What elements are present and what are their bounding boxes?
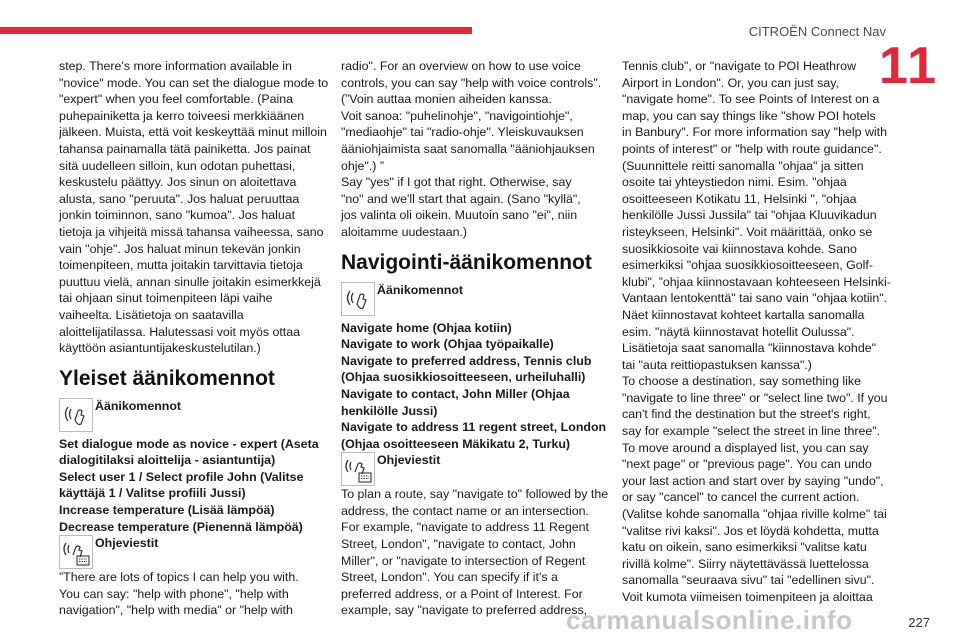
voice-command-icon	[59, 398, 93, 432]
help-messages-label: Ohjeviestit	[95, 536, 159, 551]
page-header-title: CITROËN Connect Nav	[748, 24, 886, 39]
section-heading-general: Yleiset äänikomennot	[59, 366, 275, 390]
voice-commands-label: Äänikomennot	[95, 398, 182, 413]
help-message-icon	[59, 535, 93, 569]
general-commands-list: Set dialogue mode as novice - expert (Aseta dialogitilaksi aloittelija - asiantuntija) Select user 1 / Select profile John (Valitse käyttäjä 1 / Valitse profiili Jussi) Increase temperature (Lisää lämpöä) Decrease temperature (Pienennä lämpöä)	[59, 436, 319, 534]
chapter-number: 11	[879, 37, 938, 95]
help-message-icon	[341, 452, 375, 486]
help-messages-label-row	[59, 535, 329, 569]
voice-commands-label-row	[59, 398, 329, 432]
column-1	[59, 58, 329, 619]
voice-commands-label: Äänikomennot	[377, 282, 464, 297]
col3-text: Tennis club", or "navigate to POI Heathrow Airport in London". Or, you can just say, "navigate home". To see Points of Interest on a map, you can say things like "show POI hotels in Banbury". For more information say "help with points of interest" or "help with route guidance". (Suunnittele reitti sanomalla "ohjaa" ja sitten osoite tai yhteystiedon nimi. Esim. "ohjaa osoitteeseen Kotikatu 11, Helsinki ", "ohjaa henkilölle Jussi Jussila" tai "ohjaa Kluuvikadun risteykseen, Helsinki". Voit määrittää, onko se suosikkiosoite vai kiinnostava kohde. Sano esimerkiksi "ohjaa suosikkiosoitteeseen, Golf- klubi", ”ohjaa kiinnostavaan kohteeseen Helsinki- Vantaan lentokenttä" tai sano vain "ohjaa kotiin". Näet kiinnostavat kohteet kartalla sanomalla esim. "näytä kiinnostavat hotellit Oulussa". Lisätietoja saat sanomalla "kiinnostava kohde" tai "auta reittiopastuksen kanssa".) To choose a destination, say something like "navigate to line three" or "select line two". If you can't find the destination but the street's right, say for example "select the street in line three". To move around a displayed list, you can say "next page" or "previous page". You can undo your last action and start over by saying "undo", or say "cancel" to cancel the current action. (Valitse kohde sanomalla "ohjaa riville kolme" tai "valitse rivi kaksi". Jos et löydä kohdetta, mutta katu on oikein, sano esimerkiksi "valitse katu rivillä kolme". Siirry näytettävässä luettelossa sanomalla "seuraava sivu" tai "edellinen sivu". Voit kumota viimeisen toimenpiteen ja aloittaa	[622, 59, 891, 604]
voice-commands-label-row	[341, 282, 611, 316]
help-messages-label: Ohjeviestit	[377, 453, 441, 468]
navigation-commands-list: Navigate home (Ohjaa kotiin) Navigate to work (Ohjaa työpaikalle) Navigate to preferred address, Tennis club (Ohjaa suosikkiosoitteeseen, urheiluhalli) Navigate to contact, John Miller (Ohjaa henkilölle Jussi) Navigate to address 11 regent street, London (Ohjaa osoitteeseen Mäkikatu 2, Turku)	[341, 320, 607, 451]
help-messages-label-row	[341, 452, 611, 486]
section-heading-navigation: Navigointi-äänikomennot	[341, 250, 592, 274]
voice-command-icon	[341, 282, 375, 316]
col1-intro-text: step. There's more information available in "novice" mode. You can set the dialogue mode to "expert" when you feel comfortable. (Paina puhepainiketta ja kerro toiveesi merkkiäänen jälkeen. Muista, että voit keskeyttää minut milloin tahansa painamalla tätä painiketta. Jos painat sitä uudelleen silloin, kun odotan puhettasi, keskustelu päättyy. Jos sinun on aloitettava alusta, sano "peruuta". Jos haluat peruuttaa jonkin toiminnon, sano "kumoa". Jos haluat tietoja ja vihjeitä missä tahansa vaiheessa, sano vain "ohje". Jos haluat minun tekevän jonkin toimenpiteen, mutta joitakin tarvittavia tietoja puuttuu vielä, annan sinulle joitakin esimerkkejä tai ohjaan sinut toimenpiteen läpi vaihe vaiheelta. Lisätietoja on saatavilla aloittelijatilassa. Halutessasi voit myös ottaa käyttöön asiantuntijakeskustelutilan.)	[59, 59, 329, 356]
col1-help-text: ”There are lots of topics I can help you with. You can say: "help with phone", "help with navigation", "help with media" or "help with	[59, 570, 299, 618]
header-accent-bar	[0, 27, 472, 34]
page-number: 227	[908, 615, 930, 630]
column-2	[341, 58, 611, 619]
column-3	[622, 58, 892, 606]
col2-intro-text: radio". For an overview on how to use voice controls, you can say "help with voice controls". (”Voin auttaa monien aiheiden kanssa. Voit sanoa: "puhelinohje", "navigointiohje", "mediaohje" tai "radio-ohje". Yleiskuvauksen ääniohjaimista saat sanomalla "ääniohjauksen ohje".) ” Say "yes" if I got that right. Otherwise, say "no" and we'll start that again. (Sano "kyllä", jos valinta oli oikein. Muutoin sano "ei", niin aloitamme uudestaan.)	[341, 59, 602, 239]
col2-help-text: To plan a route, say "navigate to" followed by the address, the contact name or an intersection. For example, "navigate to address 11 Regent Street, London", "navigate to contact, John Miller", or "navigate to intersection of Regent Street, London". You can specify if it's a preferred address, or a Point of Interest. For example, say "navigate to preferred address,	[341, 487, 609, 618]
watermark: carmanualsonline.info	[566, 605, 853, 635]
